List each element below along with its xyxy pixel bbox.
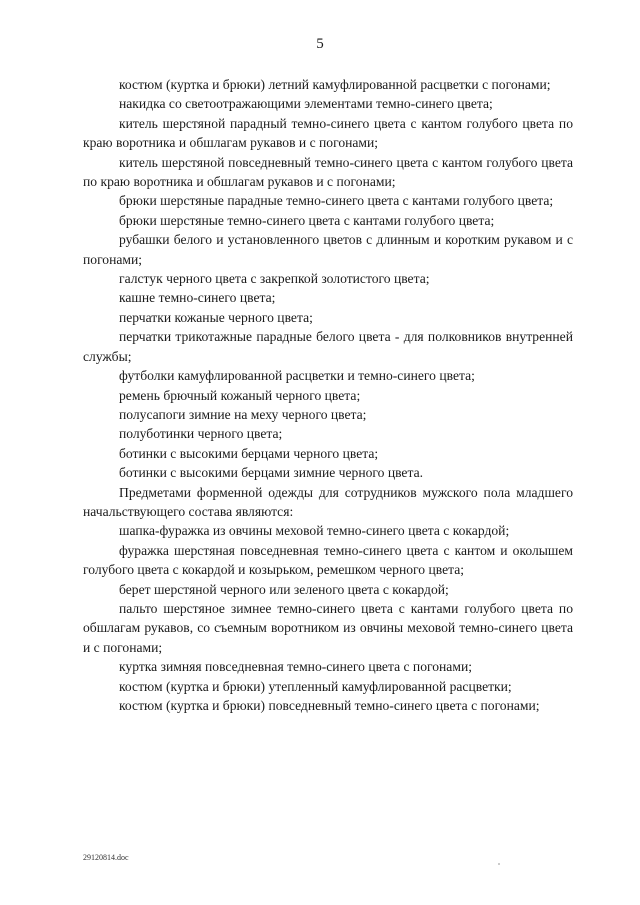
paragraph: галстук черного цвета с закрепкой золотистого цвета; (119, 271, 430, 287)
paragraph: перчатки кожаные черного цвета; (119, 309, 313, 325)
footer-doc-id: 29120814.doc (83, 853, 129, 862)
page-number: 5 (316, 36, 324, 52)
paragraph: полуботинки черного цвета; (119, 426, 283, 442)
paragraph: китель шерстяной повседневный темно-синего цвета с кантом голубого цвета по краю воротника и обшлагам рукавов и с погонами; (83, 154, 573, 190)
paragraph: ремень брючный кожаный черного цвета; (119, 387, 361, 403)
paragraph: шапка-фуражка из овчины меховой темно-синего цвета с кокардой; (119, 523, 510, 539)
document-body (83, 75, 573, 715)
footer-mark (498, 863, 500, 865)
paragraph: ботинки с высокими берцами зимние черного цвета. (119, 465, 424, 481)
paragraph: костюм (куртка и брюки) летний камуфлированной расцветки с погонами; (119, 77, 551, 92)
paragraph: ботинки с высокими берцами черного цвета; (119, 445, 379, 461)
paragraph: рубашки белого и установленного цветов с длинным и коротким рукавом и с погонами; (83, 232, 573, 267)
paragraph: фуражка шерстяная повседневная темно-синего цвета с кантом и околышем голубого цвета с кокардой и козырьком, ремешком черного цвета; (83, 542, 573, 578)
paragraph: полусапоги зимние на меху черного цвета; (119, 406, 367, 422)
paragraph: пальто шерстяное зимнее темно-синего цвета с кантами голубого цвета по обшлагам рукавов, со съемным воротником из овчины меховой темно-синего цвета и с погонами; (83, 600, 573, 655)
paragraph: костюм (куртка и брюки) утепленный камуфлированной расцветки; (119, 678, 512, 694)
paragraph: накидка со светоотражающими элементами темно-синего цвета; (119, 96, 493, 112)
paragraph: кашне темно-синего цвета; (119, 290, 276, 306)
paragraph: берет шерстяной черного или зеленого цвета с кокардой; (119, 581, 449, 597)
paragraph: куртка зимняя повседневная темно-синего цвета с погонами; (119, 659, 472, 675)
paragraph: брюки шерстяные темно-синего цвета с кантами голубого цвета; (119, 212, 495, 228)
paragraph: футболки камуфлированной расцветки и темно-синего цвета; (119, 368, 475, 384)
paragraph: Предметами форменной одежды для сотрудников мужского пола младшего начальствующего состава являются: (83, 484, 573, 519)
paragraph: брюки шерстяные парадные темно-синего цвета с кантами голубого цвета; (119, 193, 554, 209)
paragraph: перчатки трикотажные парадные белого цвета - для полковников внутренней службы; (83, 329, 573, 364)
paragraph: костюм (куртка и брюки) повседневный темно-синего цвета с погонами; (119, 698, 540, 713)
paragraph: китель шерстяной парадный темно-синего цвета с кантом голубого цвета по краю воротника и обшлагам рукавов и с погонами; (83, 115, 573, 151)
